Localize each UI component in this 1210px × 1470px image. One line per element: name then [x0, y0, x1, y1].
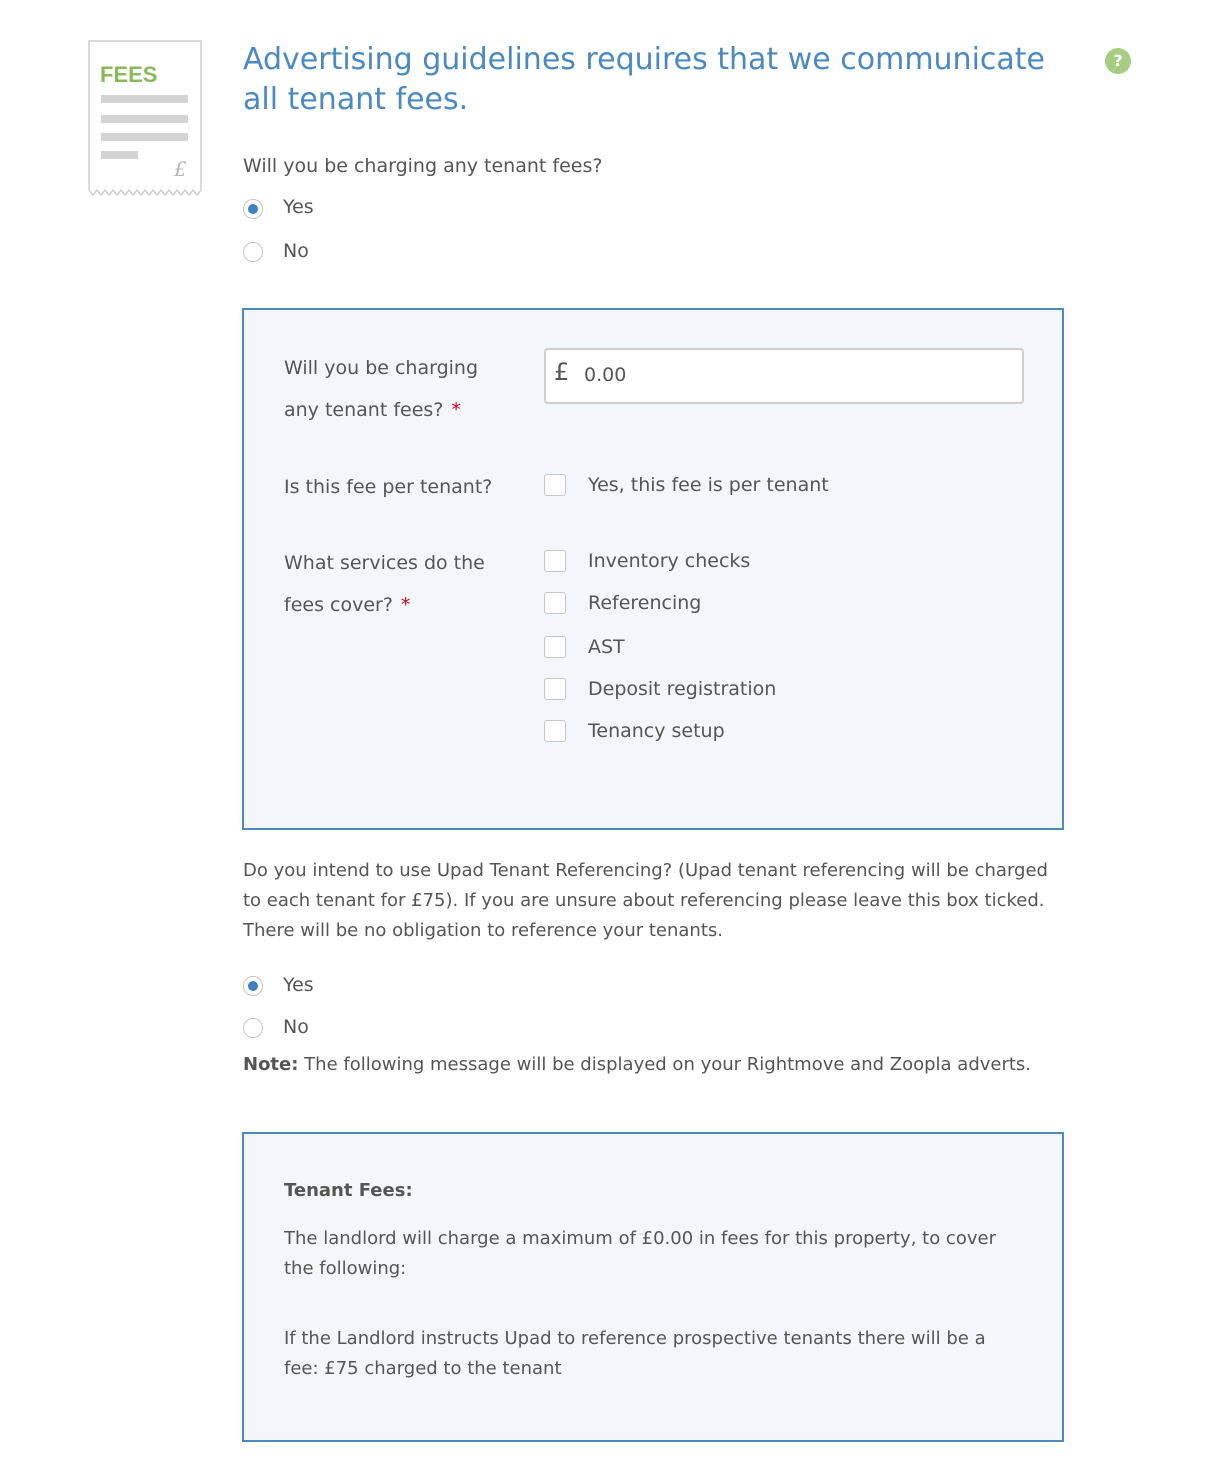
service-referencing-label[interactable]: Referencing: [588, 592, 702, 614]
referencing-question: Do you intend to use Upad Tenant Referencing? (Upad tenant referencing will be charged to each tenant for £75). If you are unsure about referencing please leave this box ticked. There will be no obligation to reference your tenants.: [243, 860, 1048, 941]
per-tenant-option-label[interactable]: Yes, this fee is per tenant: [588, 474, 829, 496]
services-label-line2: fees cover? *: [284, 594, 411, 616]
services-label: What services do the: [284, 552, 485, 574]
fees-badge-label: FEES: [100, 62, 158, 87]
summary-max-fee-text: The landlord will charge a maximum of £0.00 in fees for this property, to cover the following:: [284, 1228, 996, 1279]
required-marker: *: [451, 399, 461, 421]
service-tenancy-label[interactable]: Tenancy setup: [588, 720, 725, 742]
adverts-note: [243, 1050, 1143, 1080]
fee-amount-label: Will you be charging: [284, 357, 479, 379]
referencing-no-radio[interactable]: [243, 1018, 263, 1038]
fee-amount-input[interactable]: [584, 360, 1004, 390]
per-tenant-label: Is this fee per tenant?: [284, 476, 493, 498]
charging-no-label[interactable]: No: [283, 240, 309, 262]
per-tenant-checkbox[interactable]: [544, 474, 566, 496]
note-label: Note:: [243, 1054, 299, 1075]
service-deposit-checkbox[interactable]: [544, 678, 566, 700]
fee-amount-field[interactable]: [544, 348, 1024, 404]
help-icon[interactable]: ?: [1105, 48, 1131, 74]
fee-amount-label-line2: any tenant fees? *: [284, 399, 461, 421]
service-referencing-checkbox[interactable]: [544, 592, 566, 614]
service-ast-label[interactable]: AST: [588, 636, 625, 658]
referencing-no-label[interactable]: No: [283, 1016, 309, 1038]
referencing-yes-label[interactable]: Yes: [283, 974, 314, 996]
service-inventory-label[interactable]: Inventory checks: [588, 550, 751, 572]
fees-receipt-icon: [88, 40, 202, 200]
service-inventory-checkbox[interactable]: [544, 550, 566, 572]
service-tenancy-checkbox[interactable]: [544, 720, 566, 742]
charging-question: Will you be charging any tenant fees?: [243, 155, 603, 177]
pound-icon: £: [554, 358, 570, 386]
charging-yes-label[interactable]: Yes: [283, 196, 314, 218]
summary-referencing-fee-text: If the Landlord instructs Upad to reference prospective tenants there will be a fee: £75 charged to the tenant: [284, 1328, 986, 1379]
pound-icon: £: [174, 157, 187, 181]
charging-no-radio[interactable]: [243, 242, 263, 262]
summary-heading: Tenant Fees:: [284, 1180, 413, 1201]
charging-yes-radio[interactable]: [243, 199, 263, 219]
fees-details-panel: [242, 308, 1064, 830]
service-ast-checkbox[interactable]: [544, 636, 566, 658]
referencing-yes-radio[interactable]: [243, 976, 263, 996]
tenant-fees-summary-panel: [242, 1132, 1064, 1442]
service-deposit-label[interactable]: Deposit registration: [588, 678, 777, 700]
note-text: The following message will be displayed on your Rightmove and Zoopla adverts.: [298, 1054, 1032, 1075]
page-title: Advertising guidelines requires that we communicate all tenant fees.: [243, 42, 1046, 117]
required-marker: *: [400, 594, 411, 616]
